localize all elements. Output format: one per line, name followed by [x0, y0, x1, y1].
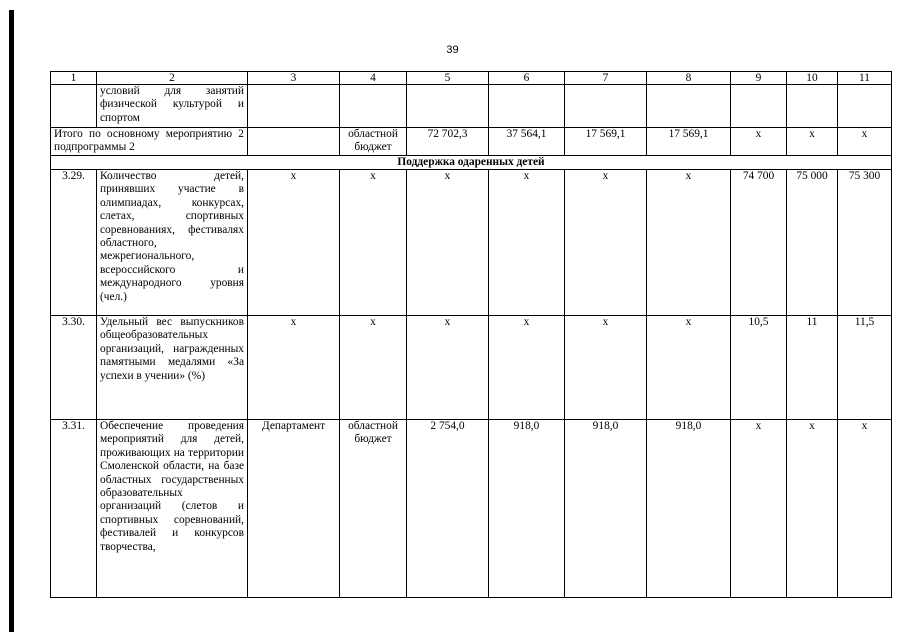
cell-value: 75 300 [838, 170, 892, 316]
table-header-row [51, 72, 892, 85]
cell-value: х [489, 316, 565, 420]
page-number: 39 [446, 44, 459, 56]
header-cell: 4 [340, 72, 407, 85]
cell-value: 75 000 [787, 170, 838, 316]
table-row [51, 170, 892, 316]
cell-value: х [407, 170, 489, 316]
cell-empty [248, 85, 340, 128]
cell-value: 74 700 [731, 170, 787, 316]
cell-value: х [340, 316, 407, 420]
cell-empty [340, 85, 407, 128]
header-cell: 2 [97, 72, 248, 85]
cell-value: х [407, 316, 489, 420]
cell-value: 17 569,1 [565, 128, 647, 156]
binding-edge-bar [9, 10, 14, 632]
row-number: 3.31. [51, 420, 97, 598]
cell-value: х [565, 170, 647, 316]
table-row-total [51, 128, 892, 156]
header-cell: 8 [647, 72, 731, 85]
cell-value: х [787, 420, 838, 598]
cell-value: х [838, 128, 892, 156]
cell-description: Количество детей, принявших участие в олимпиадах, конкурсах, слетах, спортивных соревнованиях, фестивалях областного, межрегионального, всероссийского и международного уровня (чел.) [97, 170, 248, 316]
funding-source: областной бюджет [340, 420, 407, 598]
cell-value: 918,0 [647, 420, 731, 598]
cell-value: Департамент [248, 420, 340, 598]
cell-description: Удельный вес выпускников общеобразовательных организаций, награжденных памятными медалями «За успехи в учении» (%) [97, 316, 248, 420]
row-number: 3.29. [51, 170, 97, 316]
cell-value: 17 569,1 [647, 128, 731, 156]
funding-source: областной бюджет [340, 128, 407, 156]
cell-value: 11 [787, 316, 838, 420]
cell-value: х [340, 170, 407, 316]
cell-empty [248, 128, 340, 156]
table-row [51, 316, 892, 420]
cell-empty [787, 85, 838, 128]
header-cell: 7 [565, 72, 647, 85]
cell-value: х [489, 170, 565, 316]
header-cell: 5 [407, 72, 489, 85]
cell-description: Обеспечение проведения мероприятий для детей, проживающих на территории Смоленской области, на базе областных государственных образовательных организаций (слетов и спортивных соревнований, фестивалей и конкурсов творчества, [97, 420, 248, 598]
cell-value: 918,0 [489, 420, 565, 598]
cell-empty [407, 85, 489, 128]
cell-value: 72 702,3 [407, 128, 489, 156]
header-cell: 1 [51, 72, 97, 85]
header-cell: 3 [248, 72, 340, 85]
cell-value: х [647, 316, 731, 420]
cell-empty [731, 85, 787, 128]
cell-value: 918,0 [565, 420, 647, 598]
total-label: Итого по основному мероприятию 2 подпрограммы 2 [51, 128, 248, 156]
cell-value: х [565, 316, 647, 420]
cell-empty [647, 85, 731, 128]
section-header-row [51, 156, 892, 170]
cell-value: х [248, 316, 340, 420]
header-cell: 11 [838, 72, 892, 85]
section-title: Поддержка одаренных детей [51, 156, 892, 170]
cell-value: 11,5 [838, 316, 892, 420]
cell-value: х [731, 420, 787, 598]
cell-empty [838, 85, 892, 128]
header-cell: 6 [489, 72, 565, 85]
table-row [51, 420, 892, 598]
cell-value: х [647, 170, 731, 316]
cell-empty [489, 85, 565, 128]
cell-value: х [248, 170, 340, 316]
header-cell: 10 [787, 72, 838, 85]
cell-num [51, 85, 97, 128]
budget-table [50, 71, 892, 598]
cell-description: условий для занятий физической культурой и спортом [97, 85, 248, 128]
cell-value: х [731, 128, 787, 156]
row-number: 3.30. [51, 316, 97, 420]
cell-empty [565, 85, 647, 128]
table-row-continuation [51, 85, 892, 128]
cell-value: 10,5 [731, 316, 787, 420]
header-cell: 9 [731, 72, 787, 85]
cell-value: 2 754,0 [407, 420, 489, 598]
cell-value: х [838, 420, 892, 598]
cell-value: 37 564,1 [489, 128, 565, 156]
cell-value: х [787, 128, 838, 156]
